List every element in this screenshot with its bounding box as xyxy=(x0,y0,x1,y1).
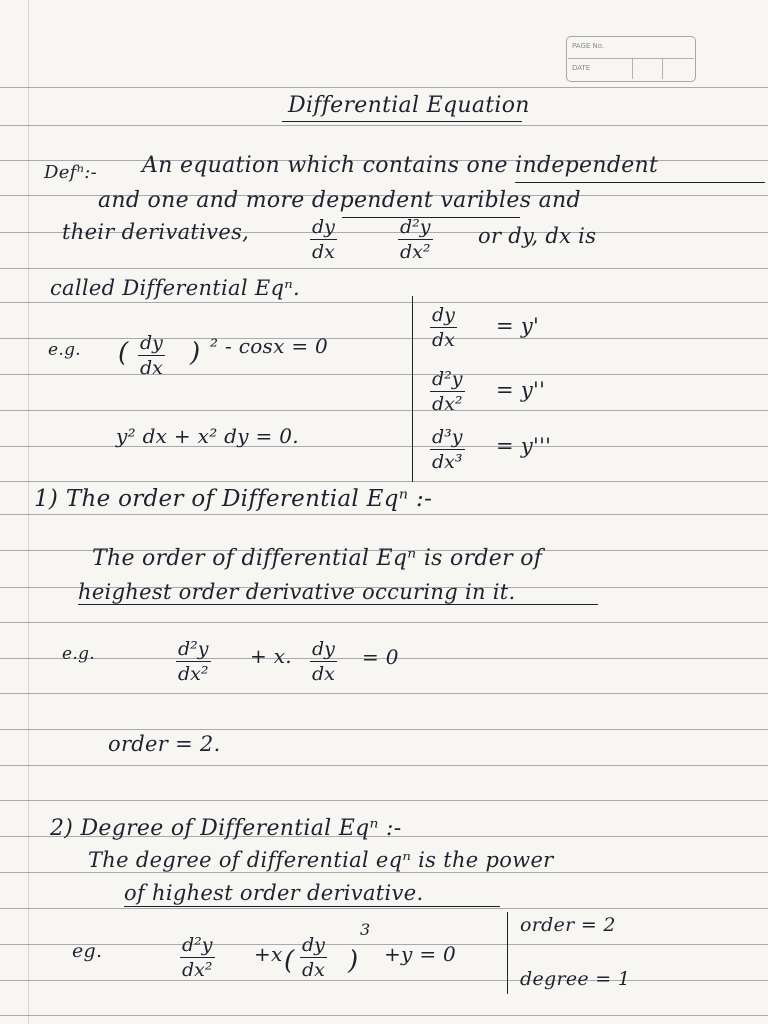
notation-fraction-1 xyxy=(430,306,457,350)
definition-line-2: and one and more dependent varibles and xyxy=(98,188,581,213)
notation-value-1: = y' xyxy=(496,314,540,338)
ruled-line xyxy=(0,908,768,909)
ruled-line xyxy=(0,872,768,873)
notation-fraction-2 xyxy=(430,370,465,414)
definition-line-1: An equation which contains one independent xyxy=(142,153,659,178)
fraction-dy-dx xyxy=(310,218,337,262)
ruled-line xyxy=(0,980,768,981)
definition-line-4: called Differential Eqⁿ. xyxy=(50,276,301,300)
section-1-body-2: heighest order derivative occuring in it. xyxy=(78,580,516,604)
date-label: DATE xyxy=(572,64,591,72)
section-2-body-1: The degree of differential eqⁿ is the power xyxy=(88,848,554,872)
equation-tail: +y = 0 xyxy=(384,942,457,966)
plus-x-term: + x. xyxy=(250,644,292,668)
ruled-line xyxy=(0,87,768,88)
page-date-cell-divider xyxy=(662,59,663,79)
section-2-body-2: of highest order derivative. xyxy=(124,881,424,905)
fraction-numerator: d²y xyxy=(432,368,463,390)
fraction-denominator: dx xyxy=(140,357,163,379)
fraction-numerator: d²y xyxy=(400,216,431,238)
close-paren: ) xyxy=(348,946,359,976)
section-2-order-value: order = 2 xyxy=(520,914,616,936)
fraction-denominator: dx² xyxy=(400,241,431,263)
definition-line-3-suffix: or dy, dx is xyxy=(478,224,597,248)
section-1-order-value: order = 2. xyxy=(108,732,221,756)
section-2-underline xyxy=(124,906,500,907)
example-label: e.g. xyxy=(48,340,81,360)
page-date-cell-divider xyxy=(632,59,633,79)
ruled-line xyxy=(0,125,768,126)
fraction-numerator: dy xyxy=(432,304,455,326)
example-1-equation-2: y² dx + x² dy = 0. xyxy=(116,424,299,448)
fraction-d2y-dx2 xyxy=(398,218,433,262)
fraction-denominator: dx² xyxy=(182,959,213,981)
ruled-line xyxy=(0,729,768,730)
page-date-divider xyxy=(568,58,694,59)
fraction-denominator: dx xyxy=(302,959,325,981)
ruled-line xyxy=(0,1015,768,1016)
ruled-line xyxy=(0,481,768,482)
section-2-degree-value: degree = 1 xyxy=(520,968,631,990)
fraction-d2y-dx2 xyxy=(180,936,215,980)
notation-value-2: = y'' xyxy=(496,378,546,402)
fraction-numerator: d²y xyxy=(178,638,209,660)
ruled-line xyxy=(0,374,768,375)
notation-value-3: = y''' xyxy=(496,434,552,458)
ruled-line xyxy=(0,410,768,411)
fraction-denominator: dx xyxy=(312,663,335,685)
section-1-underline xyxy=(78,604,598,605)
open-paren: ( xyxy=(118,338,129,368)
fraction-denominator: dx² xyxy=(432,393,463,415)
section-2-eg-label: eg. xyxy=(72,940,103,962)
fraction-d2y-dx2 xyxy=(176,640,211,684)
ruled-line xyxy=(0,338,768,339)
section-2-heading: 2) Degree of Differential Eqⁿ :- xyxy=(50,816,402,841)
fraction-numerator: dy xyxy=(140,332,163,354)
divider-line xyxy=(507,912,508,994)
plus-x-term: +x xyxy=(254,942,283,966)
fraction-numerator: dy xyxy=(312,216,335,238)
fraction-denominator: dx xyxy=(312,241,335,263)
fraction-dy-dx xyxy=(138,334,165,378)
example-1-tail: ² - cosx = 0 xyxy=(210,334,329,358)
section-1-heading: 1) The order of Differential Eqⁿ :- xyxy=(34,486,433,512)
page-number-label: PAGE No. xyxy=(572,42,605,50)
open-paren: ( xyxy=(284,946,295,976)
fraction-dy-dx xyxy=(300,936,327,980)
ruled-line xyxy=(0,514,768,515)
ruled-line xyxy=(0,622,768,623)
ruled-line xyxy=(0,268,768,269)
title-underline xyxy=(282,121,522,122)
fraction-numerator: d²y xyxy=(182,934,213,956)
ruled-line xyxy=(0,693,768,694)
equation-tail: = 0 xyxy=(362,645,399,669)
fraction-numerator: d³y xyxy=(432,426,463,448)
fraction-denominator: dx xyxy=(432,329,455,351)
power-exponent: 3 xyxy=(360,920,371,939)
ruled-line xyxy=(0,800,768,801)
page-title: Differential Equation xyxy=(288,93,530,118)
definition-line-3-prefix: their derivatives, xyxy=(62,220,250,244)
notation-fraction-3 xyxy=(430,428,465,472)
ruled-line xyxy=(0,302,768,303)
fraction-numerator: dy xyxy=(312,638,335,660)
close-paren: ) xyxy=(190,338,201,368)
divider-line xyxy=(412,296,413,482)
margin-line xyxy=(28,0,29,1024)
fraction-denominator: dx² xyxy=(178,663,209,685)
section-1-eg-label: e.g. xyxy=(62,644,95,664)
section-1-body-1: The order of differential Eqⁿ is order of xyxy=(92,546,543,571)
fraction-numerator: dy xyxy=(302,934,325,956)
definition-label: Defⁿ:- xyxy=(44,162,97,183)
ruled-line xyxy=(0,765,768,766)
fraction-dy-dx xyxy=(310,640,337,684)
independent-underline xyxy=(515,182,765,183)
fraction-denominator: dx³ xyxy=(432,451,463,473)
